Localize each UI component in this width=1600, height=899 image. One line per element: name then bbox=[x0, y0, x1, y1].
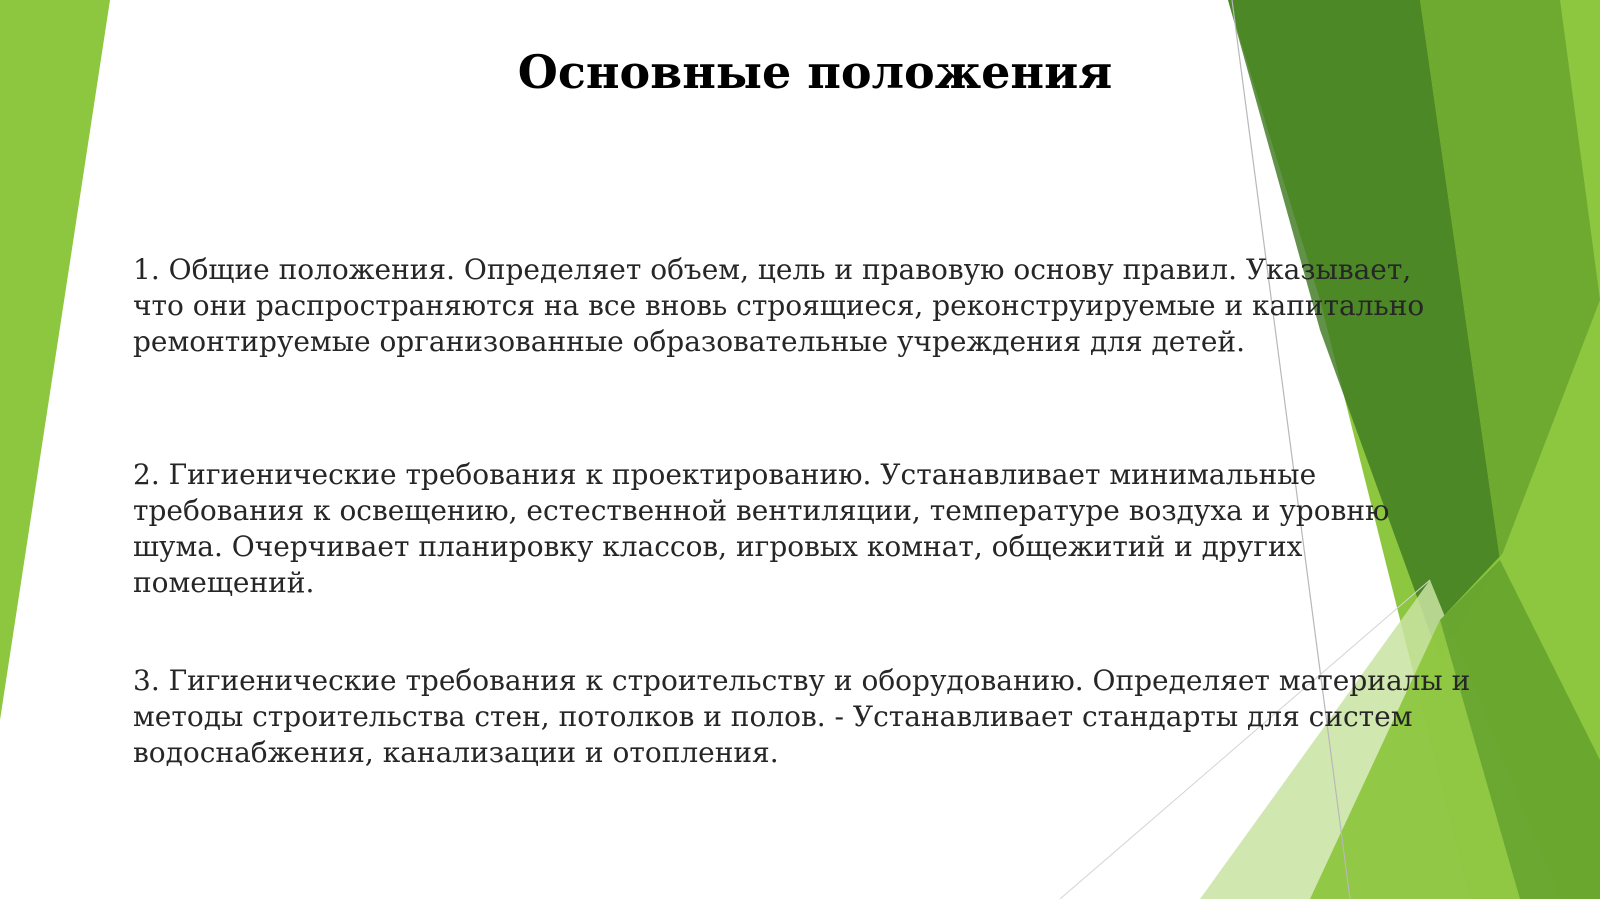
paragraph-design-requirements: 2. Гигиенические требования к проектированию. Устанавливает минимальные требования к освещению, естественной вентиляции, температуре воздуха и уровню шума. Очерчивает планировку классов, игровых комнат, общежитий и других помещений. bbox=[133, 458, 1390, 599]
paragraph-general-provisions: 1. Общие положения. Определяет объем, цель и правовую основу правил. Указывает, что они распространяются на все вновь строящиеся, реконструируемые и капитально ремонтируемые организованные образовательные учреждения для детей. bbox=[133, 253, 1425, 358]
left-green-band bbox=[0, 0, 110, 720]
paragraph-construction-requirements: 3. Гигиенические требования к строительству и оборудованию. Определяет материалы и методы строительства стен, потолков и полов. - Устанавливает стандарты для систем водоснабжения, канализации и отопления. bbox=[133, 664, 1471, 769]
slide-title: Основные положения bbox=[517, 45, 1113, 99]
